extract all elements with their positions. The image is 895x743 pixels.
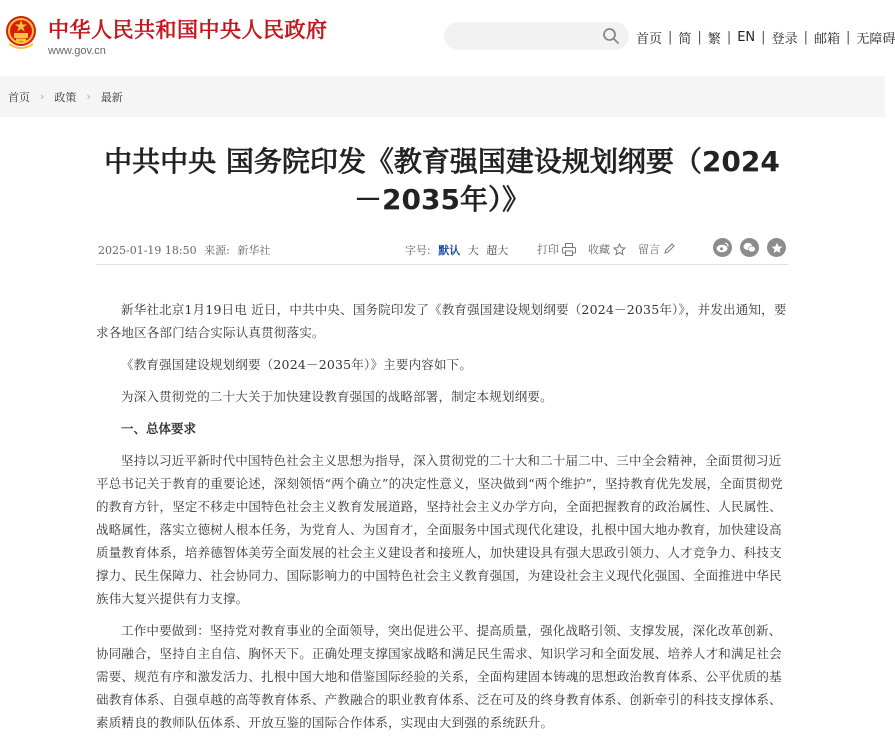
paragraph: 工作中要做到：坚持党对教育事业的全面领导，突出促进公平、提高质量，强化战略引领、支撑发展，深化改革创新、协同融合，坚持自主自信、胸怀天下。正确处理支撑国家战略和满足民生需求、知识学习和全面发展、培养人才和满足社会需要、规范有序和激发活力、扎根中国大地和借鉴国际经验的关系，全面构建固本铸魂的思想政治教育体系、公平优质的基础教育体系、自强卓越的高等教育体系、产教融合的职业教育体系、泛在可及的终身教育体系、创新牵引的科技支撑体系、素质精良的教师队伍体系、开放互鉴的国际合作体系，实现由大到强的系统跃升。 — [96, 623, 782, 730]
qzone-icon[interactable] — [767, 238, 786, 257]
nav-home[interactable]: 首页 — [636, 31, 663, 47]
paragraph: 《教育强国建设规划纲要（2024－2035年）》主要内容如下。 — [121, 357, 473, 372]
article-content — [96, 298, 788, 743]
search-box — [444, 22, 629, 50]
star-icon — [613, 243, 626, 256]
breadcrumb-home[interactable]: 首页 — [8, 90, 30, 104]
favorite-label: 收藏 — [588, 243, 610, 256]
search-icon[interactable] — [602, 27, 620, 45]
breadcrumb-policy[interactable]: 政策 — [54, 90, 77, 104]
national-emblem-icon[interactable] — [4, 14, 38, 50]
font-size-large[interactable]: 大 — [467, 244, 479, 257]
site-url: www.gov.cn — [48, 45, 106, 57]
nav-mail[interactable]: 邮箱 — [813, 31, 840, 47]
nav-separator: | — [845, 29, 851, 45]
nav-separator: | — [803, 29, 808, 45]
source-name: 新华社 — [237, 244, 271, 257]
publish-date: 2025-01-19 18:50 — [98, 244, 197, 257]
nav-traditional[interactable]: 繁 — [707, 31, 721, 47]
nav-login[interactable]: 登录 — [771, 31, 798, 47]
nav-separator: | — [668, 29, 673, 45]
print-button[interactable] — [537, 241, 576, 257]
chevron-right-icon: › — [86, 90, 91, 103]
breadcrumb-latest[interactable]: 最新 — [100, 90, 123, 104]
font-size-label: 字号: — [405, 244, 431, 257]
site-header — [0, 0, 895, 76]
meta-divider — [96, 264, 788, 265]
font-size-xlarge[interactable]: 超大 — [486, 244, 509, 257]
nav-english[interactable]: EN — [737, 29, 756, 45]
top-nav — [636, 28, 895, 46]
nav-accessibility[interactable]: 无障碍 — [856, 31, 895, 47]
search-input[interactable] — [456, 27, 596, 45]
wechat-icon[interactable] — [740, 238, 759, 257]
nav-separator: | — [726, 29, 732, 45]
site-title[interactable]: 中华人民共和国中央人民政府 — [48, 18, 328, 42]
article-title: 中共中央 国务院印发《教育强国建设规划纲要（2024－2035年）》 — [104, 145, 780, 216]
breadcrumb — [0, 76, 885, 117]
article-meta-info — [98, 242, 274, 258]
paragraph: 坚持以习近平新时代中国特色社会主义思想为指导，深入贯彻党的二十大和二十届二中、三中全会精神，全面贯彻习近平总书记关于教育的重要论述，深刻领悟“两个确立”的决定性意义，坚决做到“两个维护”，坚持教育优先发展，全面贯彻党的教育方针，坚定不移走中国特色社会主义教育发展道路，坚持社会主义办学方向，全面把握教育的政治属性、人民属性、战略属性，落实立德树人根本任务，为党育人、为国育才，全面服务中国式现代化建设，扎根中国大地办教育，加快建设高质量教育体系，培养德智体美劳全面发展的社会主义建设者和接班人，加快建设具有强大思政引领力、人才竞争力、科技支撑力、民生保障力、社会协同力、国际影响力的中国特色社会主义教育强国，为建设社会主义现代化强国、全面推进中华民族伟大复兴提供有力支撑。 — [96, 453, 783, 606]
font-size-selector — [405, 242, 508, 258]
favorite-button[interactable] — [588, 241, 626, 257]
chevron-right-icon: › — [40, 90, 45, 103]
nav-simplified[interactable]: 简 — [678, 31, 692, 47]
paragraph: 新华社北京1月19日电 近日，中共中央、国务院印发了《教育强国建设规划纲要（2024－2035年）》，并发出通知，要求各地区各部门结合实际认真贯彻落实。 — [96, 302, 787, 340]
nav-separator: | — [761, 29, 766, 45]
article-tools — [537, 240, 687, 258]
comment-label: 留言 — [638, 243, 660, 256]
source-label: 来源: — [204, 244, 230, 257]
paragraph: 为深入贯彻党的二十大关于加快建设教育强国的战略部署，制定本规划纲要。 — [121, 389, 553, 404]
pencil-icon — [663, 243, 675, 255]
weibo-icon[interactable] — [713, 238, 732, 257]
article-meta — [96, 238, 788, 260]
comment-button[interactable] — [638, 241, 675, 257]
section-heading: 一、总体要求 — [121, 421, 197, 436]
printer-icon — [562, 243, 576, 256]
nav-separator: | — [697, 29, 702, 45]
font-size-default[interactable]: 默认 — [438, 244, 461, 257]
share-buttons — [705, 238, 786, 257]
print-label: 打印 — [537, 243, 559, 256]
